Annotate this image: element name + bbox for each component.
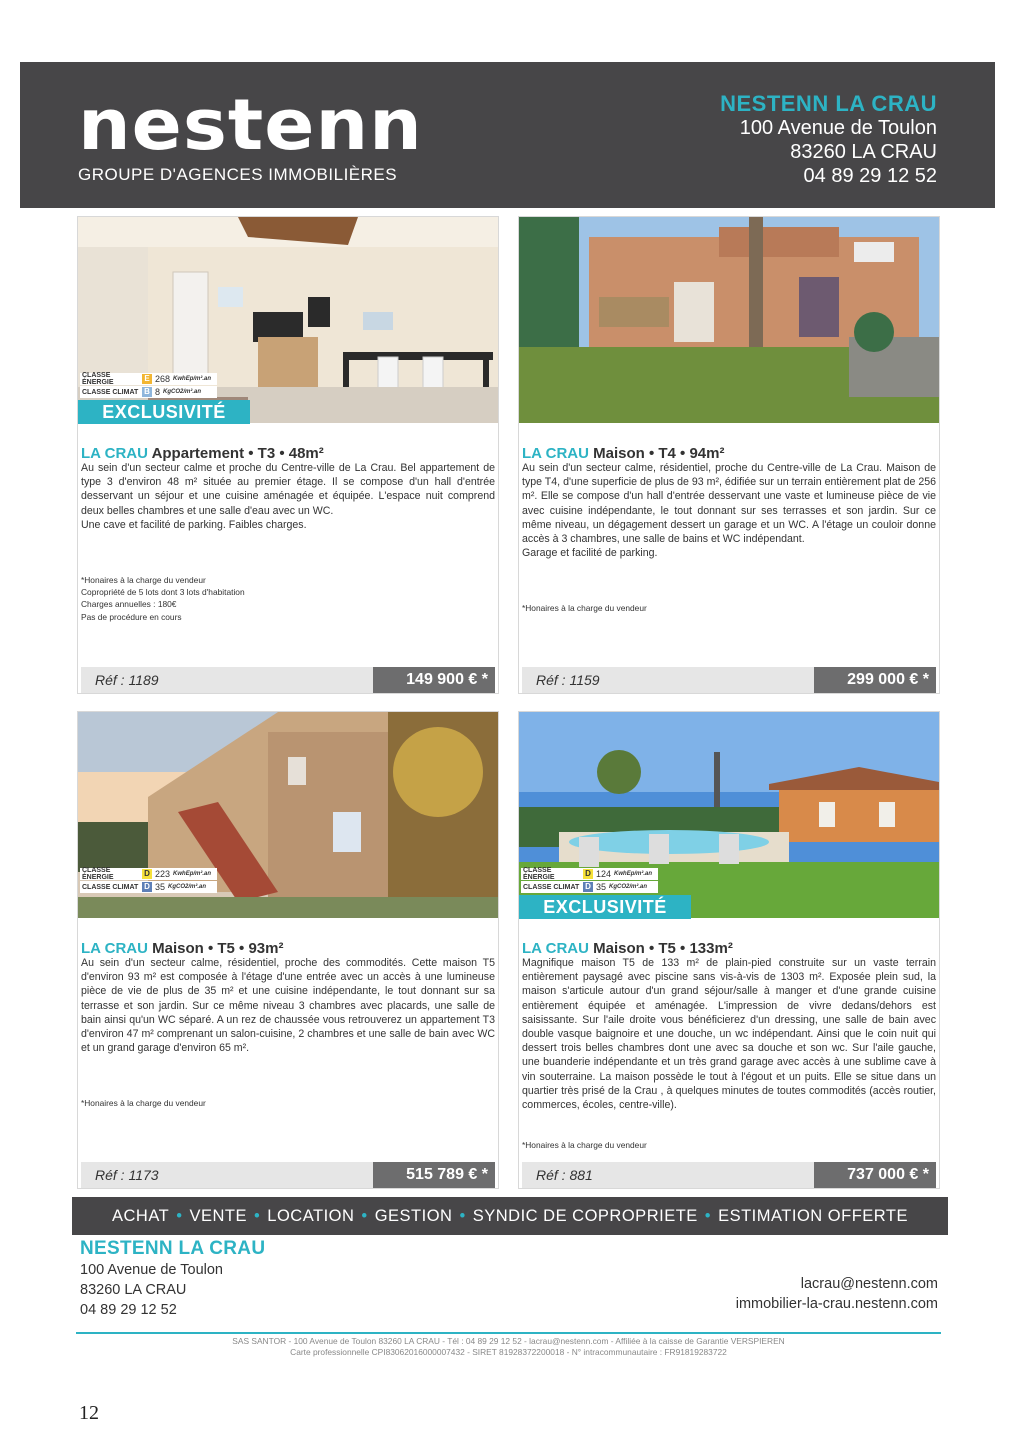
listing-title[interactable] — [81, 940, 283, 957]
listing-city: LA CRAU — [522, 940, 589, 957]
listing-type: Appartement • T3 • 48m² — [151, 445, 324, 462]
listing-reference: Réf : 1189 — [81, 667, 378, 693]
footer-street: 100 Avenue de Toulon — [80, 1262, 223, 1278]
listing-description: Magnifique maison T5 de 133 m² de plain-pied construite sur un vaste terrain entièrement paysagé avec piscine sans vis-à-vis de 1303 m². Exposée plein sud, la maison s'articule autour d'un grand séjour/salle à manger et d'une grande cuisine entièrement équipée et aménagée. L'impression de vivre dedans/dehors est saisissante. Sur l'aile droite vous bénéficierez d'un dressing, une salle de bain avec double vasque baignoire et une douche, un wc indépendant. Ainsi que le coin nuit qui dessert trois belles chambres dont une avec sa douche et son wc. Sur l'aile gauche, une buanderie indépendante et un très grand garage avec accès à une sublime cave à vin souterraine. La maison possède le tout à l'égout et un puits. Elle se situe dans un quartier très prisé de la Crau , à quelques minutes de toutes commodités (accès routier, commerces, écoles, centre-ville). — [522, 957, 936, 1112]
listing-price: 299 000 € * — [814, 667, 936, 693]
agency-address-block — [720, 92, 937, 188]
listing-description: Au sein d'un secteur calme, résidentiel, proche du Centre-ville de La Crau. Maison de type T4, d'une superficie de plus de 93 m², édifiée sur un terrain entièrement plat de 256 m². Elle se compose d'un hall d'entrée desservant une vaste et lumineuse pièce de vie avec cuisine indépendante, le tout donnant sur ses terrasses et son jardin. Sur ce même niveau, un dégagement dessert un garage et un WC. A l'étage un couloir donne accès à 3 chambres, une salle de bains et WC indépendant. Garage et facilité de parking. — [522, 462, 936, 560]
climate-class-badge: D — [142, 882, 152, 892]
listing-reference: Réf : 881 — [522, 1162, 819, 1188]
footer-city: 83260 LA CRAU — [80, 1282, 187, 1298]
energy-value: 223 — [155, 869, 171, 879]
listing-city: LA CRAU — [81, 940, 148, 957]
listing-title[interactable] — [81, 445, 324, 462]
legal-notice: SAS SANTOR - 100 Avenue de Toulon 83260 LA CRAU - Tél : 04 89 29 12 52 - lacrau@nestenn.com - Affiliée à la caisse de Garantie VERSPIEREN Carte professionnelle CPI83062016000007432 - SIRET 81928372200018 - N° intracommunautaire : FR91819283722 — [232, 1336, 785, 1357]
footer-website-link[interactable]: immobilier-la-crau.nestenn.com — [735, 1296, 938, 1312]
listing-type: Maison • T5 • 133m² — [593, 940, 733, 957]
listing-card[interactable] — [518, 216, 940, 694]
logo-tagline: GROUPE D'AGENCES IMMOBILIÈRES — [78, 165, 398, 184]
agency-name: NESTENN LA CRAU — [720, 91, 937, 116]
listing-title[interactable] — [522, 445, 724, 462]
energy-class-label: CLASSE ÉNERGIE — [82, 372, 114, 386]
service-gestion[interactable]: GESTION — [374, 1207, 453, 1225]
services-bar — [72, 1197, 948, 1235]
listing-notes: *Honaires à la charge du vendeur — [522, 1140, 647, 1150]
climate-value: 35 — [596, 882, 607, 892]
footer-address — [80, 1238, 265, 1320]
climate-unit: KgCO2/m².an — [609, 884, 648, 890]
listing-price: 515 789 € * — [373, 1162, 495, 1188]
service-estimation[interactable]: ESTIMATION OFFERTE — [718, 1207, 908, 1225]
footer-agency-name: NESTENN LA CRAU — [80, 1238, 266, 1259]
agency-street: 100 Avenue de Toulon — [739, 117, 937, 139]
service-achat[interactable]: ACHAT — [112, 1207, 170, 1225]
listing-notes: *Honaires à la charge du vendeur Copropriété de 5 lots dont 3 lots d'habitation Charges annuelles : 180€ Pas de procédure en cours — [81, 575, 245, 622]
climate-unit: KgCO2/m².an — [163, 389, 202, 395]
energy-rating — [521, 868, 658, 894]
climate-value: 8 — [155, 387, 161, 397]
separator-dot: • — [704, 1207, 712, 1225]
listing-reference: Réf : 1159 — [522, 667, 819, 693]
energy-class-label: CLASSE ÉNERGIE — [82, 867, 114, 881]
energy-class-badge: E — [142, 374, 152, 384]
service-syndic[interactable]: SYNDIC DE COPROPRIETE — [472, 1207, 698, 1225]
exclusive-badge: EXCLUSIVITÉ — [78, 400, 250, 424]
listing-description: Au sein d'un secteur calme et proche du Centre-ville de La Crau. Bel appartement de type 3 d'environ 48 m² située au premier étage. Il se compose d'un hall d'entrée desservant un séjour et une cuisine aménagée et équipée. L'espace nuit comprend deux belles chambres et une salle d'eau avec un WC. Une cave et facilité de parking. Faibles charges. — [81, 462, 495, 531]
separator-dot: • — [176, 1207, 183, 1225]
energy-value: 124 — [596, 869, 612, 879]
page-number: 12 — [79, 1402, 99, 1424]
energy-unit: KwhEp/m².an — [173, 871, 212, 877]
footer-phone[interactable]: 04 89 29 12 52 — [80, 1302, 177, 1318]
climate-class-badge: D — [583, 882, 593, 892]
separator-dot: • — [361, 1207, 368, 1225]
climate-value: 35 — [155, 882, 166, 892]
listing-card[interactable] — [77, 216, 499, 694]
listing-card[interactable] — [77, 711, 499, 1189]
listing-card[interactable] — [518, 711, 940, 1189]
climate-class-label: CLASSE CLIMAT — [523, 883, 580, 891]
listing-price: 737 000 € * — [814, 1162, 936, 1188]
climate-unit: KgCO2/m².an — [168, 884, 207, 890]
nestenn-logo: nestenn — [78, 84, 423, 166]
listing-type: Maison • T5 • 93m² — [152, 940, 284, 957]
climate-class-label: CLASSE CLIMAT — [82, 388, 139, 396]
energy-rating — [80, 868, 217, 894]
exclusive-badge: EXCLUSIVITÉ — [519, 895, 691, 919]
listing-photo-house-garden[interactable] — [519, 217, 939, 423]
listing-type: Maison • T4 • 94m² — [593, 445, 725, 462]
energy-rating — [80, 373, 217, 399]
energy-class-badge: D — [142, 869, 152, 879]
energy-class-label: CLASSE ÉNERGIE — [523, 867, 555, 881]
service-location[interactable]: LOCATION — [267, 1207, 355, 1225]
listing-description: Au sein d'un secteur calme, résidentiel, proche des commodités. Cette maison T5 d'environ 93 m² est composée à l'étage d'une entrée avec un accès à une lumineuse pièce de vie de plus de 35 m² et une cuisine indépendante, le tout donnant sur sa terrasse et son jardin. Sur ce même niveau 3 chambres avec placards, une salle de bain ainsi qu'un WC séparé. A un rez de chaussée vous retrouverez un appartement T3 d'environ 47 m² comprenant un salon-cuisine, 2 chambres et une salle de bain avec WC et un grand garage d'environ 65 m². — [81, 957, 495, 1055]
energy-value: 268 — [155, 374, 171, 384]
footer-contact — [736, 1274, 938, 1314]
climate-class-label: CLASSE CLIMAT — [82, 883, 139, 891]
listing-city: LA CRAU — [522, 445, 589, 462]
energy-unit: KwhEp/m².an — [614, 871, 653, 877]
separator-dot: • — [254, 1207, 261, 1225]
listing-price: 149 900 € * — [373, 667, 495, 693]
agency-phone: 04 89 29 12 52 — [803, 165, 937, 187]
listing-notes: *Honaires à la charge du vendeur — [522, 603, 647, 613]
listing-reference: Réf : 1173 — [81, 1162, 378, 1188]
climate-class-badge: B — [142, 387, 152, 397]
agency-city: 83260 LA CRAU — [790, 141, 937, 163]
footer-email-link[interactable]: lacrau@nestenn.com — [800, 1276, 938, 1292]
listing-title[interactable] — [522, 940, 733, 957]
footer-divider — [76, 1332, 941, 1334]
separator-dot: • — [459, 1207, 466, 1225]
service-vente[interactable]: VENTE — [189, 1207, 248, 1225]
listing-notes: *Honaires à la charge du vendeur — [81, 1098, 206, 1108]
energy-class-badge: D — [583, 869, 593, 879]
energy-unit: KwhEp/m².an — [173, 376, 212, 382]
listing-city: LA CRAU — [81, 445, 148, 462]
page-header — [20, 62, 995, 208]
